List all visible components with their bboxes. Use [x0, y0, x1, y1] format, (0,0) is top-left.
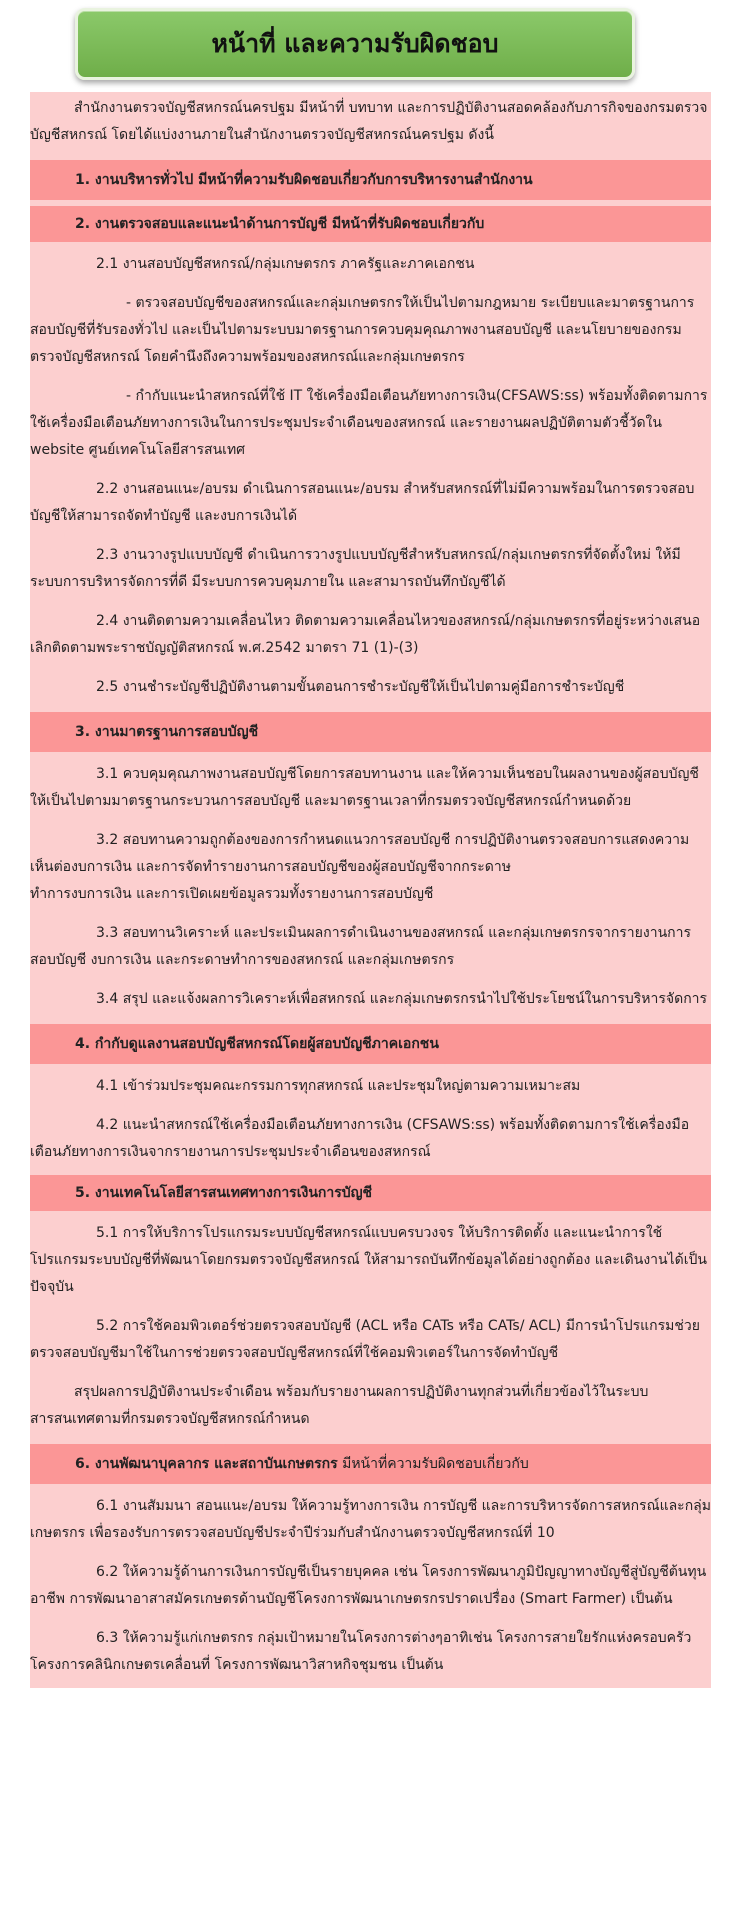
item-3-2: 3.2 สอบทานความถูกต้องของการกำหนดแนวการสอบบัญชี การปฏิบัติงานตรวจสอบการแสดงความเห็นต่องบการเงิน และการจัดทำรายงานการสอบบัญชีของผู้สอบบัญชีจากกระดาษ ทำการงบการเงิน และการเปิดเผยข้อมูลรวมทั้งรายงานการสอบบัญชี	[30, 832, 690, 902]
item-4-1: 4.1 เข้าร่วมประชุมคณะกรรมการทุกสหกรณ์ และประชุมใหญ่ตามความเหมาะสม	[96, 1078, 581, 1094]
item-3-4: 3.4 สรุป และแจ้งผลการวิเคราะห์เพื่อสหกรณ์ และกลุ่มเกษตรกรนำไปใช้ประโยชน์ในการบริหารจัดการ	[96, 991, 708, 1007]
item-2-3: 2.3 งานวางรูปแบบบัญชี ดำเนินการวางรูปแบบบัญชีสำหรับสหกรณ์/กลุ่มเกษตรกรที่จัดตั้งใหม่ ให้มีระบบการบริหารจัดการที่ดี มีระบบการควบคุมภายใน และสามารถบันทึกบัญชีได้	[30, 547, 681, 590]
item-5-2: 5.2 การใช้คอมพิวเตอร์ช่วยตรวจสอบบัญชี (ACL หรือ CATs หรือ CATs/ ACL) มีการนำโปรแกรมช่วยตรวจสอบบัญชีมาใช้ในการช่วยตรวจสอบบัญชีสหกรณ์ที่ใช้คอมพิวเตอร์ในการจัดทำบัญชี	[30, 1318, 700, 1361]
section-6-heading: 6. งานพัฒนาบุคลากร และสถาบันเกษตรกร มีหน้าที่ความรับผิดชอบเกี่ยวกับ	[30, 1444, 711, 1484]
item-2-5: 2.5 งานชำระบัญชีปฏิบัติงานตามขั้นตอนการชำระบัญชีให้เป็นไปตามคู่มือการชำระบัญชี	[96, 679, 625, 695]
item-3-1: 3.1 ควบคุมคุณภาพงานสอบบัญชีโดยการสอบทานงาน และให้ความเห็นชอบในผลงานของผู้สอบบัญชีให้เป็นไปตามมาตรฐานกระบวนการสอบบัญชี และมาตรฐานเวลาที่กรมตรวจบัญชีสหกรณ์กำหนดด้วย	[30, 766, 699, 809]
intro-text: สำนักงานตรวจบัญชีสหกรณ์นครปฐม มีหน้าที่ บทบาท และการปฏิบัติงานสอดคล้องกับภารกิจของกรมตรวจบัญชีสหกรณ์ โดยได้แบ่งงานภายในสำนักงานตรวจบัญชีสหกรณ์นครปฐม ดังนี้	[30, 100, 708, 143]
section-4-heading: 4. กำกับดูแลงานสอบบัญชีสหกรณ์โดยผู้สอบบัญชีภาคเอกชน	[30, 1024, 711, 1064]
item-4-2: 4.2 แนะนำสหกรณ์ใช้เครื่องมือเตือนภัยทางการเงิน (CFSAWS:ss) พร้อมทั้งติดตามการใช้เครื่องมือเตือนภัยทางการเงินจากรายงานการประชุมประจำเดือนของสหกรณ์	[30, 1117, 690, 1160]
section-1-heading: 1. งานบริหารทั่วไป มีหน้าที่ความรับผิดชอบเกี่ยวกับการบริหารงานสำนักงาน	[30, 160, 711, 200]
item-2-1-a: - ตรวจสอบบัญชีของสหกรณ์และกลุ่มเกษตรกรให้เป็นไปตามกฎหมาย ระเบียบและมาตรฐานการสอบบัญชีที่รับรองทั่วไป และเป็นไปตามระบบมาตรฐานการควบคุมคุณภาพงานสอบบัญชี และนโยบายของกรมตรวจบัญชีสหกรณ์ โดยคำนึงถึงความพร้อมของสหกรณ์และกลุ่มเกษตรกร	[30, 295, 695, 365]
summary-paragraph: สรุปผลการปฏิบัติงานประจำเดือน พร้อมกับรายงานผลการปฏิบัติงานทุกส่วนที่เกี่ยวข้องไว้ในระบบสารสนเทศตามที่กรมตรวจบัญชีสหกรณ์กำหนด	[30, 1384, 649, 1427]
page-title: หน้าที่ และความรับผิดชอบ	[75, 8, 635, 80]
item-6-1: 6.1 งานสัมมนา สอนแนะ/อบรม ให้ความรู้ทางการเงิน การบัญชี และการบริหารจัดการสหกรณ์และกลุ่มเกษตรกร เพื่อรองรับการตรวจสอบบัญชีประจำปีร่วมกับสำนักงานตรวจบัญชีสหกรณ์ที่ 10	[30, 1498, 711, 1541]
section-3-heading: 3. งานมาตรฐานการสอบบัญชี	[30, 712, 711, 752]
item-5-1: 5.1 การให้บริการโปรแกรมระบบบัญชีสหกรณ์แบบครบวงจร ให้บริการติดตั้ง และแนะนำการใช้โปรแกรมระบบบัญชีที่พัฒนาโดยกรมตรวจบัญชีสหกรณ์ ให้สามารถบันทึกข้อมูลได้อย่างถูกต้อง และเดินงานได้เป็นปัจจุบัน	[30, 1225, 707, 1295]
section-5-heading: 5. งานเทคโนโลยีสารสนเทศทางการเงินการบัญชี	[30, 1175, 711, 1211]
item-3-3: 3.3 สอบทานวิเคราะห์ และประเมินผลการดำเนินงานของสหกรณ์ และกลุ่มเกษตรกรจากรายงานการสอบบัญชี งบการเงิน และกระดาษทำการของสหกรณ์ และกลุ่มเกษตรกร	[30, 925, 691, 968]
item-6-2: 6.2 ให้ความรู้ด้านการเงินการบัญชีเป็นรายบุคคล เช่น โครงการพัฒนาภูมิปัญญาทางบัญชีสู่บัญชีต้นทุนอาชีพ การพัฒนาอาสาสมัครเกษตรด้านบัญชีโครงการพัฒนาเกษตรกรปราดเปรื่อง (Smart Farmer) เป็นต้น	[30, 1564, 707, 1607]
item-2-2: 2.2 งานสอนแนะ/อบรม ดำเนินการสอนแนะ/อบรม สำหรับสหกรณ์ที่ไม่มีความพร้อมในการตรวจสอบบัญชีให้สามารถจัดทำบัญชี และงบการเงินได้	[30, 481, 695, 524]
intro-paragraph	[30, 92, 711, 158]
content-area	[30, 92, 711, 1688]
title-banner	[75, 8, 635, 80]
section-2-heading: 2. งานตรวจสอบและแนะนำด้านการบัญชี มีหน้าที่รับผิดชอบเกี่ยวกับ	[30, 206, 711, 242]
item-2-4: 2.4 งานติดตามความเคลื่อนไหว ติดตามความเคลื่อนไหวของสหกรณ์/กลุ่มเกษตรกรที่อยู่ระหว่างเสนอเลิกติดตามพระราชบัญญัติสหกรณ์ พ.ศ.2542 มาตรา 71 (1)-(3)	[30, 613, 701, 656]
item-2-1: 2.1 งานสอบบัญชีสหกรณ์/กลุ่มเกษตรกร ภาครัฐและภาคเอกชน	[96, 256, 475, 272]
item-6-3: 6.3 ให้ความรู้แก่เกษตรกร กลุ่มเป้าหมายในโครงการต่างๆอาทิเช่น โครงการสายใยรักแห่งครอบครัว โครงการคลินิกเกษตรเคลื่อนที่ โครงการพัฒนาวิสาหกิจชุมชน เป็นต้น	[30, 1630, 692, 1673]
item-2-1-b: - กำกับแนะนำสหกรณ์ที่ใช้ IT ใช้เครื่องมือเตือนภัยทางการเงิน(CFSAWS:ss) พร้อมทั้งติดตามการใช้เครื่องมือเตือนภัยทางการเงินในการประชุมประจำเดือนของสหกรณ์ และรายงานผลปฏิบัติตามตัวชี้วัดใน website ศูนย์เทคโนโลยีสารสนเทศ	[30, 388, 708, 458]
